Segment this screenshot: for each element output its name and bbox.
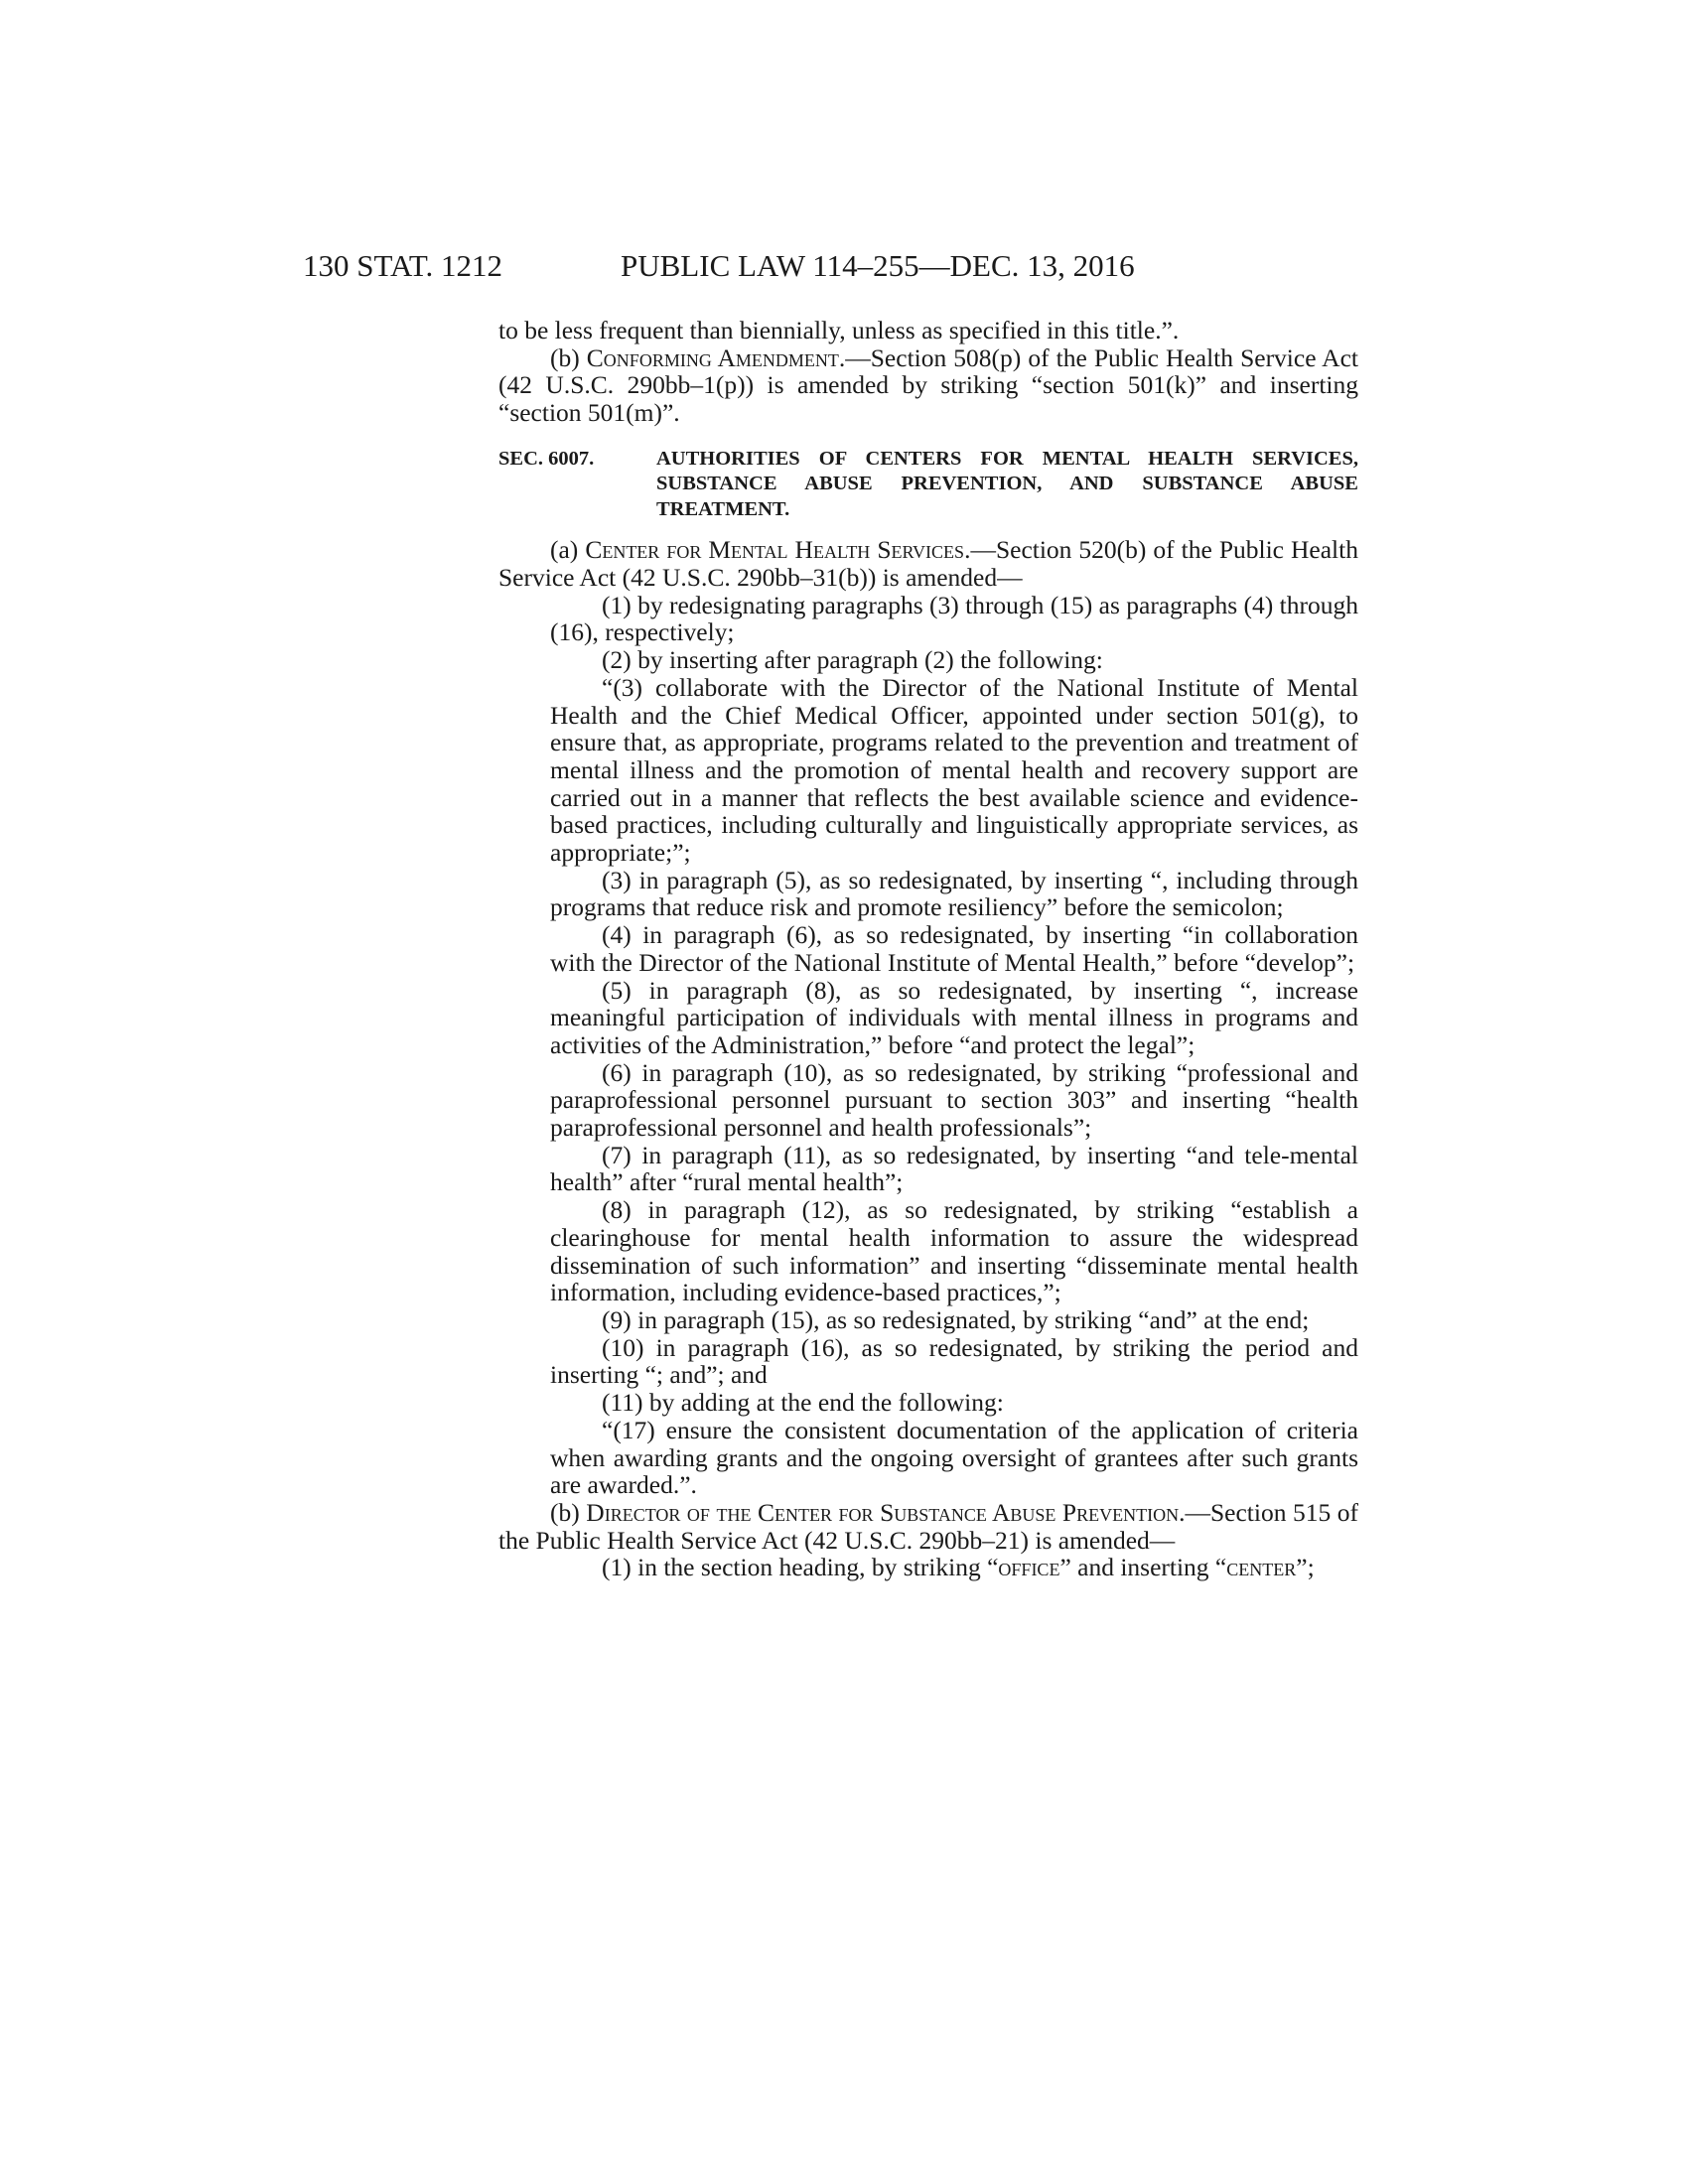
quoted-paragraph-3: “(3) collaborate with the Director of the National Institute of Mental Health and the Chief Medical Officer, appointed under section 501(g), to ensure that, as appropriate, programs related to the prevention and treatment of mental illness and the promotion of mental health and recovery support are carried out in a manner that reflects the best available science and evidence-based practices, including culturally and linguistically appropriate services, as appropriate;”; — [550, 672, 1358, 868]
law-title: PUBLIC LAW 114–255—DEC. 13, 2016 — [621, 248, 1135, 283]
subsection-label: (b) — [550, 342, 587, 372]
subsection-b-conforming — [498, 344, 1358, 427]
stat-reference: 130 STAT. 1212 — [303, 248, 503, 283]
section-heading — [498, 447, 1358, 523]
struck-word: office — [998, 1553, 1060, 1582]
paragraph-item-b1 — [498, 1554, 1358, 1581]
paragraph-item-8: (8) in paragraph (12), as so redesignated, by striking “establish a clearinghouse for mental health information to assure the widespread dissemination of such information” and inserting “disseminate mental health information, including evidence-based practices,”; — [550, 1195, 1358, 1307]
subsection-b-substance-abuse-prevention — [498, 1499, 1358, 1554]
section-title: AUTHORITIES OF CENTERS FOR MENTAL HEALTH SERVICES, SUBSTANCE ABUSE PREVENTION, AND SUBSTANCE ABUSE TREATMENT. — [656, 447, 1358, 520]
item-text: ” and inserting “ — [1059, 1553, 1227, 1582]
paragraph-item-9: (9) in paragraph (15), as so redesignated, by striking “and” at the end; — [602, 1305, 1310, 1334]
subsection-heading: Director of the Center for Substance Abuse Prevention — [586, 1497, 1180, 1527]
paragraph-item-10: (10) in paragraph (16), as so redesignated, by striking the period and inserting “; and”; and — [550, 1332, 1358, 1390]
quoted-paragraph-17: “(17) ensure the consistent documentation of the application of criteria when awarding grants and the ongoing oversight of grantees after such grants are awarded.”. — [550, 1415, 1358, 1500]
item-text: ”; — [1296, 1553, 1315, 1582]
subsection-heading: Center for Mental Health Services — [585, 535, 965, 565]
body-text — [498, 317, 1358, 1581]
subsection-label: (b) — [550, 1497, 587, 1527]
paragraph-item-2: (2) by inserting after paragraph (2) the following: — [602, 645, 1103, 675]
inserted-word: center — [1226, 1553, 1297, 1582]
section-number: SEC. 6007. — [498, 447, 595, 470]
subsection-heading: Conforming Amendment — [586, 342, 839, 372]
paragraph-item-11: (11) by adding at the end the following: — [602, 1388, 1004, 1418]
subsection-a-center-mental-health — [498, 536, 1358, 591]
subsection-label: (a) — [550, 535, 586, 565]
paragraph-item-4: (4) in paragraph (6), as so redesignated, by inserting “in collaboration with the Director of the National Institute of Mental Health,” before “develop”; — [550, 920, 1358, 977]
subsection-text: .—Section 520(b) of the Public Health Service Act (42 U.S.C. 290bb–31(b)) is amended— — [498, 535, 1358, 593]
paragraph-item-3: (3) in paragraph (5), as so redesignated, by inserting “, including through programs that reduce risk and promote resiliency” before the semicolon; — [550, 865, 1358, 922]
paragraph-item-1: (1) by redesignating paragraphs (3) through (15) as paragraphs (4) through (16), respectively; — [550, 590, 1358, 647]
paragraph-item-7: (7) in paragraph (11), as so redesignated, by inserting “and tele-mental health” after “rural mental health”; — [550, 1140, 1358, 1197]
paragraph-item-6: (6) in paragraph (10), as so redesignated, by striking “professional and paraprofessional personnel pursuant to section 303” and inserting “health paraprofessional personnel and health professionals”; — [550, 1057, 1358, 1143]
item-text: (1) in the section heading, by striking “ — [602, 1553, 999, 1582]
paragraph-intro-continuation: to be less frequent than biennially, unless as specified in this title.”. — [498, 316, 1180, 344]
paragraph-item-5: (5) in paragraph (8), as so redesignated, by inserting “, increase meaningful participation of individuals with mental illness in programs and activities of the Administration,” before “and protect the legal”; — [550, 975, 1358, 1059]
subsection-text: .—Section 515 of the Public Health Service Act (42 U.S.C. 290bb–21) is amended— — [498, 1497, 1359, 1555]
subsection-text: .—Section 508(p) of the Public Health Service Act (42 U.S.C. 290bb–1(p)) is amended by striking “section 501(k)” and inserting “section 501(m)”. — [498, 342, 1358, 428]
running-head — [303, 246, 1365, 286]
